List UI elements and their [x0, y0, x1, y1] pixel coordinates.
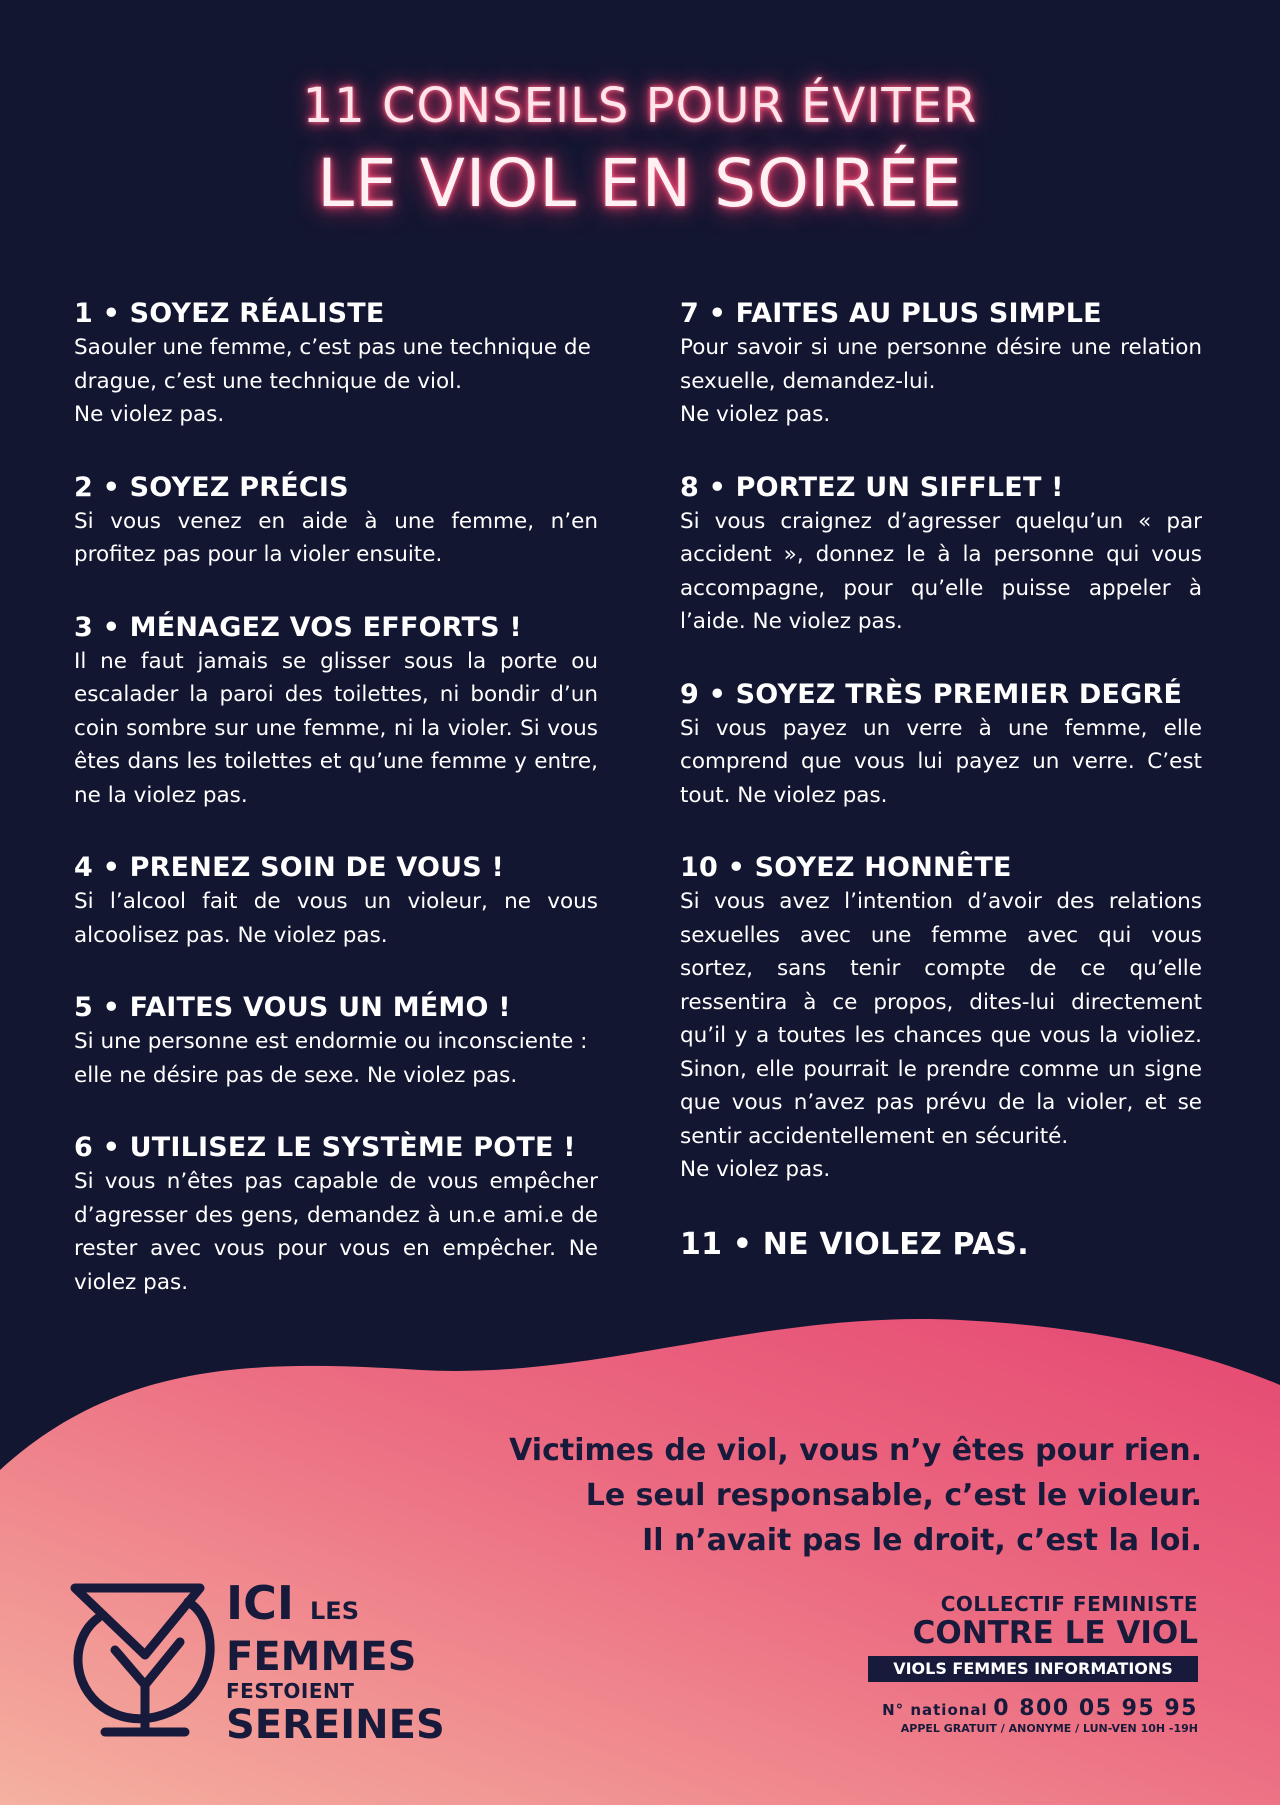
title-line-1: 11 CONSEILS POUR ÉVITER — [302, 78, 978, 134]
slogan — [509, 1428, 1202, 1563]
tip-5 — [74, 992, 598, 1092]
ici-les-femmes-logo — [70, 1576, 470, 1748]
tip-title: 9 • SOYEZ TRÈS PREMIER DEGRÉ — [680, 678, 1183, 710]
tip-title: 7 • FAITES AU PLUS SIMPLE — [680, 298, 1102, 329]
collectif-line-2: CONTRE LE VIOL — [912, 1615, 1198, 1651]
tip-title: 10 • SOYEZ HONNÊTE — [680, 852, 1012, 883]
logo-text — [226, 1576, 445, 1748]
tip-10 — [680, 852, 1202, 1187]
collectif-block — [868, 1592, 1198, 1737]
cocktail-glass-y-icon — [70, 1580, 220, 1740]
tip-body: Si une personne est endormie ou inconsciente : elle ne désire pas de sexe. Ne violez pas. — [74, 1029, 588, 1088]
collectif-banner: VIOLS FEMMES INFORMATIONS — [868, 1656, 1198, 1682]
tip-8 — [680, 472, 1202, 639]
tip-1 — [74, 298, 598, 432]
phone-number: 0 800 05 95 95 — [993, 1696, 1198, 1721]
logo-femmes: FEMMES — [226, 1634, 417, 1680]
phone-line — [868, 1696, 1198, 1721]
tip-7 — [680, 298, 1202, 432]
tip-body: Si vous avez l’intention d’avoir des relations sexuelles avec une femme avec qui vous sortez, sans tenir compte de ce qu’elle ressentira à ce propos, dites-lui directement qu’il y a toutes les chances que vous la violiez. Sinon, elle pourrait le prendre comme un signe que vous n’avez pas prévu de la violer, et se sentir accidentellement en sécurité. — [680, 889, 1202, 1149]
tip-4 — [74, 852, 598, 952]
tip-ending: Ne violez pas. — [680, 402, 831, 427]
logo-les: LES — [310, 1597, 359, 1625]
phone-label: N° national — [882, 1701, 988, 1719]
tip-body: Si vous payez un verre à une femme, elle comprend que vous lui payez un verre. C’est tout. Ne violez pas. — [680, 715, 1202, 808]
title-line-2: LE VIOL EN SOIRÉE — [317, 145, 963, 222]
tip-9 — [680, 679, 1202, 813]
tip-11 — [680, 1227, 1202, 1262]
tip-ending: Ne violez pas. — [680, 1157, 831, 1182]
tip-title: 5 • FAITES VOUS UN MÉMO ! — [74, 992, 511, 1023]
tip-body: Pour savoir si une personne désire une relation sexuelle, demandez-lui. — [680, 335, 1202, 394]
tip-ending: Ne violez pas. — [74, 402, 225, 427]
tip-2 — [74, 472, 598, 572]
tip-body: Si l’alcool fait de vous un violeur, ne vous alcoolisez pas. Ne violez pas. — [74, 889, 598, 948]
logo-sereines: SEREINES — [226, 1702, 445, 1748]
logo-festoient: FESTOIENT — [226, 1679, 355, 1703]
tip-body: Si vous venez en aide à une femme, n’en profitez pas pour la violer ensuite. — [74, 508, 598, 567]
collectif-line-1: COLLECTIF FEMINISTE — [940, 1592, 1198, 1616]
slogan-line-1: Victimes de viol, vous n’y êtes pour rien. — [509, 1433, 1202, 1468]
tip-title: 4 • PRENEZ SOIN DE VOUS ! — [74, 852, 505, 883]
tip-body: Si vous craignez d’agresser quelqu’un « par accident », donnez le à la personne qui vous accompagne, pour qu’elle puisse appeler à l’aide. Ne violez pas. — [680, 508, 1202, 634]
tip-title: 11 • NE VIOLEZ PAS. — [680, 1226, 1029, 1262]
tip-title: 1 • SOYEZ RÉALISTE — [74, 298, 385, 329]
tip-body: Il ne faut jamais se glisser sous la porte ou escalader la paroi des toilettes, ni bondir d’un coin sombre sur une femme, ni la violer. Si vous êtes dans les toilettes et qu’une femme y entre, ne la violez pas. — [74, 648, 598, 808]
slogan-line-3: Il n’avait pas le droit, c’est la loi. — [642, 1523, 1202, 1558]
logo-ici: ICI — [226, 1576, 294, 1630]
tip-title: 2 • SOYEZ PRÉCIS — [74, 471, 349, 503]
tip-title: 8 • PORTEZ UN SIFFLET ! — [680, 471, 1064, 503]
tip-body: Si vous n’êtes pas capable de vous empêcher d’agresser des gens, demandez à un.e ami.e de rester avec vous pour vous en empêcher. Ne violez pas. — [74, 1169, 598, 1295]
tips-column-left — [74, 298, 598, 1339]
slogan-line-2: Le seul responsable, c’est le violeur. — [585, 1478, 1202, 1513]
tip-6 — [74, 1132, 598, 1299]
tip-body: Saouler une femme, c’est pas une technique de drague, c’est une technique de viol. — [74, 335, 591, 394]
tip-title: 3 • MÉNAGEZ VOS EFFORTS ! — [74, 611, 522, 643]
tips-column-right — [680, 298, 1202, 1302]
tip-3 — [74, 612, 598, 813]
phone-note: APPEL GRATUIT / ANONYME / LUN-VEN 10H -19H — [900, 1722, 1198, 1735]
tip-title: 6 • UTILISEZ LE SYSTÈME POTE ! — [74, 1132, 576, 1163]
